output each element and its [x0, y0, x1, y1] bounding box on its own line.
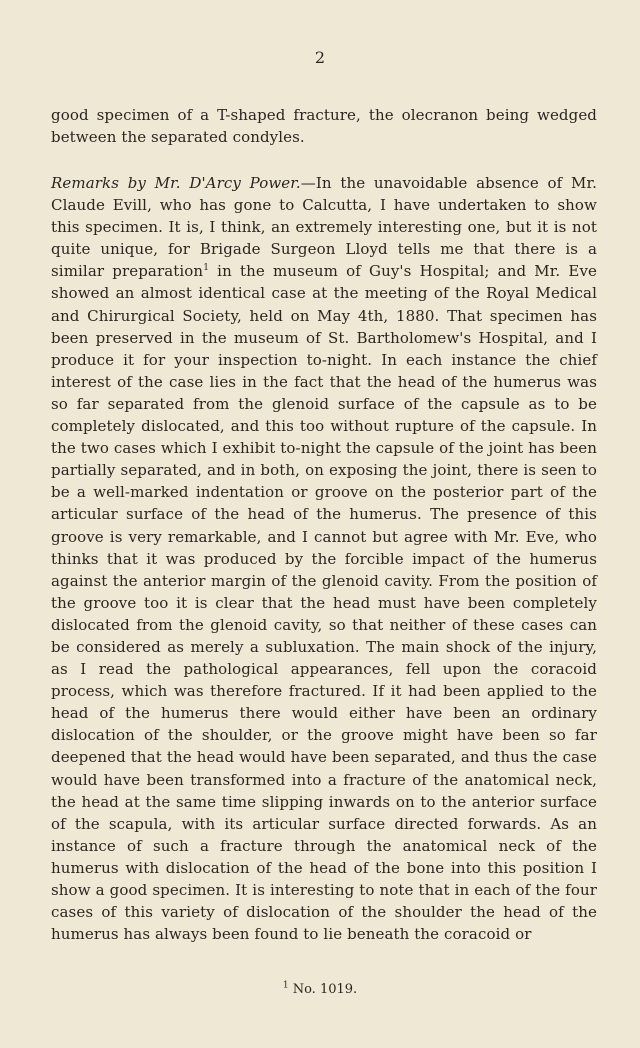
- paragraph-2-part-2: in the museum of Guy's Hospital; and Mr. Eve showed an almost identical case at the meeting of the Royal Medical and Chirurgical Society, held on May 4th, 1880. That specimen has been preserved in the museum of St. Bartholomew's Hospital, and I produce it for your inspection to-night. In each instance the chief interest of the case lies in the fact that the head of the humerus was so far separated from the glenoid surface of the capsule as to be completely dislocated, and this too without rupture of the capsule. In the two cases which I exhibit to-night the capsule of the joint has been partially separated, and in both, on exposing the joint, there is seen to be a well-marked indentation or groove on the posterior part of the articular surface of the head of the humerus. The presence of this groove is very remarkable, and I cannot but agree with Mr. Eve, who thinks that it was produced by the forcible impact of the humerus against the anterior margin of the glenoid cavity. From the position of the groove too it is clear that the head must have been completely dislocated from the glenoid cavity, so that neither of these cases can be considered as merely a subluxation. The main shock of the injury, as I read the pathological appearances, fell upon the coracoid process, which was therefore fractured. If it had been applied to the head of the humerus there would either have been an ordinary dislocation of the shoulder, or the groove might have been so far deepened that the head would have been separated, and thus the case would have been transformed into a fracture of the anatomical neck, the head at the same time slipping inwards on to the anterior surface of the scapula, with its articular surface directed forwards. As an instance of such a fracture through the anatomical neck of the humerus with dislocation of the head of the bone into this position I show a good specimen. It is interesting to note that in each of the four cases of this variety of dislocation of the shoulder the head of the humerus has always been found to lie beneath the coracoid or: [51, 262, 597, 944]
- paragraph-2-part-1: —In the unavoidable absence of Mr. Claude Evill, who has gone to Calcutta, I have undertaken to show this specimen. It is, I think, an extremely interesting one, but it is not quite unique, for Brigade Surgeon Lloyd tells me that there is a similar preparation: [51, 174, 597, 281]
- footnote-reference: 1: [203, 263, 210, 274]
- paragraph-2-lead: Remarks by Mr. D'Arcy Power.: [51, 174, 301, 192]
- paragraph-2: [51, 172, 597, 945]
- paragraph-1: good specimen of a T-shaped fracture, the olecranon being wedged between the separated condyles.: [51, 106, 597, 147]
- footnote: [0, 982, 640, 998]
- footnote-text: No. 1019.: [292, 982, 358, 997]
- footnote-marker: 1: [282, 980, 289, 991]
- page-number: 2: [314, 48, 326, 67]
